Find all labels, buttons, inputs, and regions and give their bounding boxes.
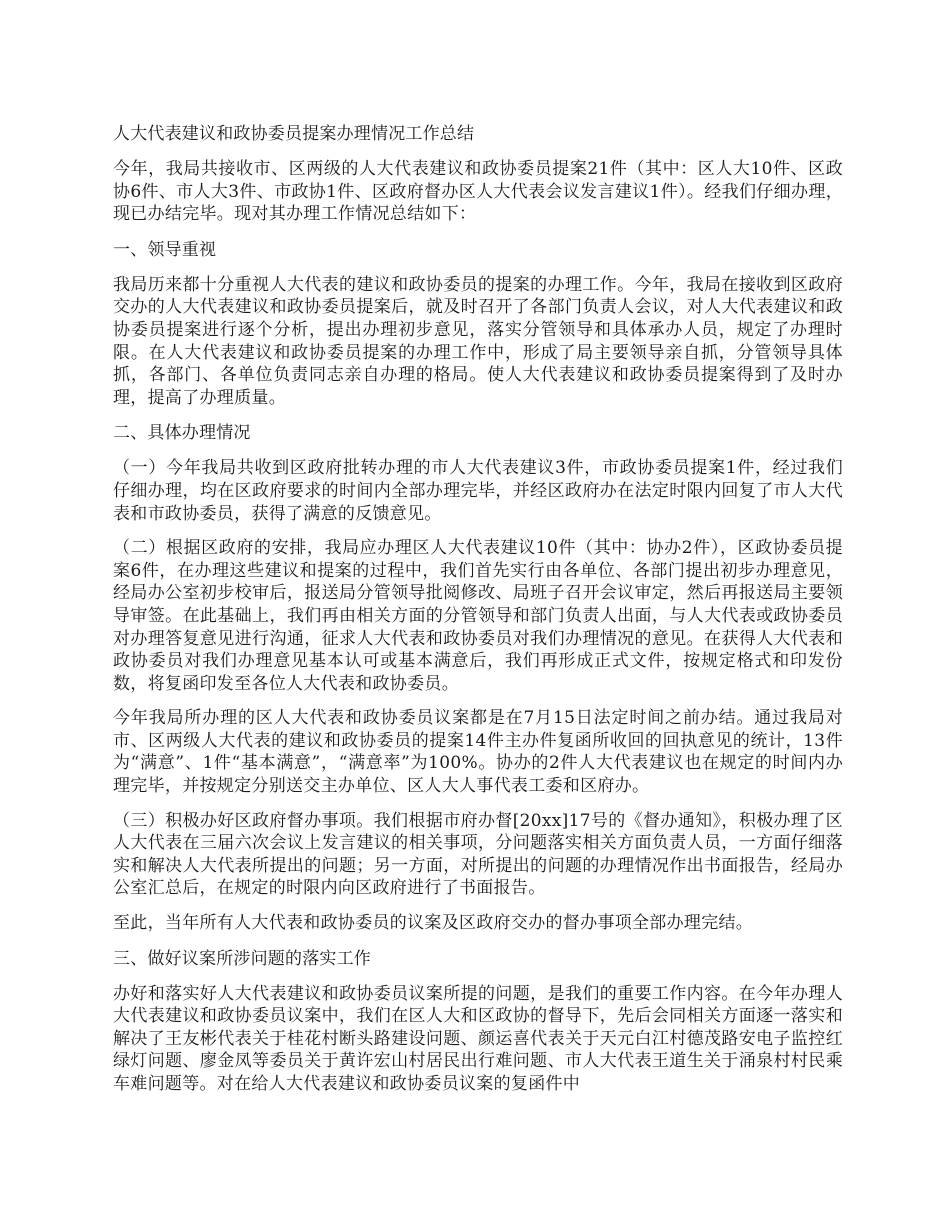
section-heading-implementation: 三、做好议案所涉问题的落实工作 <box>113 948 371 969</box>
leadership-paragraph: 我局历来都十分重视人大代表的建议和政协委员的提案的办理工作。今年，我局在接收到区政府交办的人大代表建议和政协委员提案后，就及时召开了各部门负责人会议，对人大代表建议和政协委员提案进行逐个分析，提出办理初步意见，落实分管领导和具体承办人员，规定了办理时限。在人大代表建议和政协委员提案的办理工作中，形成了局主要领导亲自抓，分管领导具体抓，各部门、各单位负责同志亲自办理的格局。使人大代表建议和政协委员提案得到了及时办理，提高了办理质量。 <box>113 274 843 408</box>
section-heading-handling: 二、具体办理情况 <box>113 423 251 444</box>
handling-paragraph-3: 今年我局所办理的区人大代表和政协委员议案都是在7月15日法定时间之前办结。通过我局对市、区两级人大代表的建议和政协委员的提案14件主办件复函所收回的回执意见的统计，13件为“满意”、1件“基本满意”，“满意率”为100%。协办的2件人大代表建议也在规定的时间内办理完毕，并按规定分别送交主办单位、区人大人事代表工委和区府办。 <box>113 708 843 797</box>
intro-paragraph: 今年，我局共接收市、区两级的人大代表建议和政协委员提案21件（其中：区人大10件、区政协6件、市人大3件、市政协1件、区政府督办区人大代表会议发言建议1件）。经我们仔细办理，现已办结完毕。现对其办理工作情况总结如下： <box>113 159 843 225</box>
handling-paragraph-2: （二）根据区政府的安排，我局应办理区人大代表建议10件（其中：协办2件），区政协委员提案6件，在办理这些建议和提案的过程中，我们首先实行由各单位、各部门提出初步办理意见，经局办公室初步校审后，报送局分管领导批阅修改、局班子召开会议审定，然后再报送局主要领导审签。在此基础上，我们再由相关方面的分管领导和部门负责人出面，与人大代表或政协委员对办理答复意见进行沟通，征求人大代表和政协委员对我们办理情况的意见。在获得人大代表和政协委员对我们办理意见基本认可或基本满意后，我们再形成正式文件，按规定格式和印发份数，将复函印发至各位人大代表和政协委员。 <box>113 538 843 694</box>
implementation-paragraph: 办好和落实好人大代表建议和政协委员议案所提的问题，是我们的重要工作内容。在今年办理人大代表建议和政协委员议案中，我们在区人大和区政协的督导下，先后会同相关方面逐一落实和解决了王友彬代表关于桂花村断头路建设问题、颜运喜代表关于天元白江村德茂路安电子监控红绿灯问题、廖金凤等委员关于黄许宏山村居民出行难问题、市人大代表王道生关于涌泉村村民乘车难问题等。对在给人大代表建议和政协委员议案的复函件中 <box>113 983 843 1094</box>
document-title: 人大代表建议和政协委员提案办理情况工作总结 <box>113 124 475 144</box>
handling-paragraph-1: （一）今年我局共收到区政府批转办理的市人大代表建议3件，市政协委员提案1件，经过我们仔细办理，均在区政府要求的时间内全部办理完毕，并经区政府办在法定时限内回复了市人大代表和市政协委员，获得了满意的反馈意见。 <box>113 458 843 524</box>
handling-paragraph-4: （三）积极办好区政府督办事项。我们根据市府办督[20xx]17号的《督办通知》，积极办理了区人大代表在三届六次会议上发言建议的相关事项，分问题落实相关方面负责人员，一方面仔细落实和解决人大代表所提出的问题；另一方面，对所提出的问题的办理情况作出书面报告，经局办公室汇总后，在规定的时限内向区政府进行了书面报告。 <box>113 810 843 899</box>
conclusion-paragraph: 至此，当年所有人大代表和政协委员的议案及区政府交办的督办事项全部办理完结。 <box>113 913 754 934</box>
document-page <box>113 122 843 1108</box>
section-heading-leadership: 一、领导重视 <box>113 239 217 260</box>
